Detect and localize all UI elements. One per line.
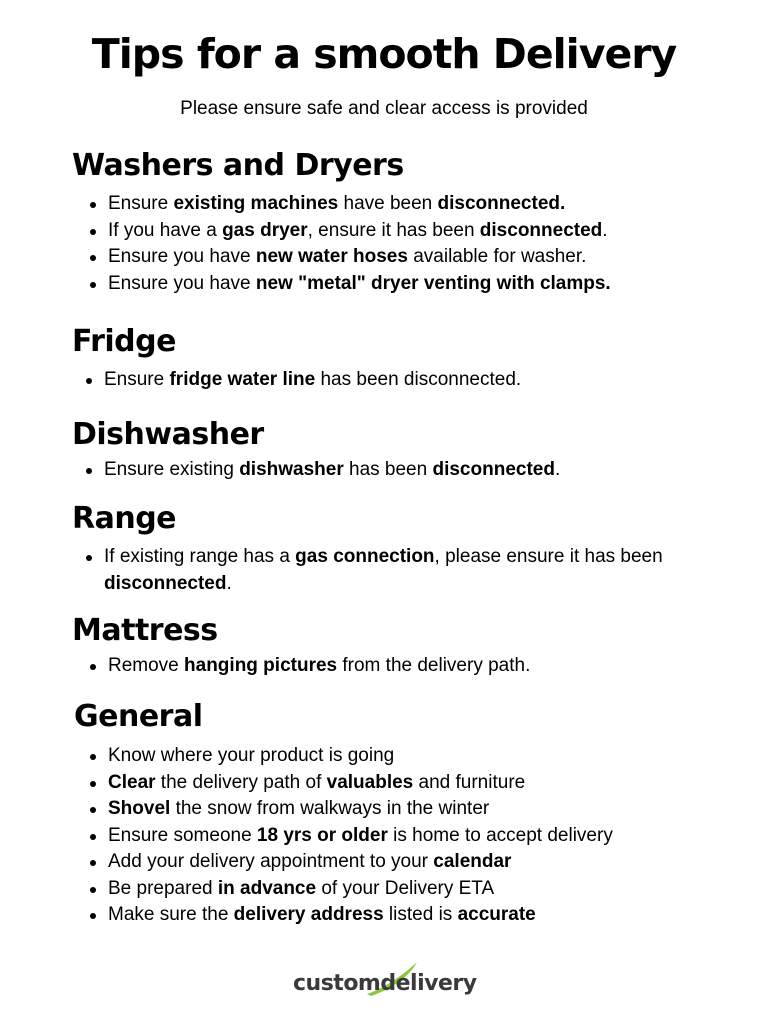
- emphasis-text: disconnected: [432, 459, 555, 480]
- item-text: , please ensure it has been: [434, 546, 663, 567]
- list-range: [86, 544, 666, 597]
- list-item: [86, 457, 686, 484]
- item-text: has been disconnected.: [315, 369, 522, 390]
- svg-text:customdelivery: [293, 971, 477, 996]
- item-text: is home to accept delivery: [387, 824, 613, 846]
- item-text: the snow from walkways in the winter: [170, 798, 490, 819]
- section-heading-dishwasher: Dishwasher: [72, 417, 264, 452]
- bullet-icon: [86, 555, 92, 561]
- bullet-icon: [90, 229, 96, 235]
- list-item: [86, 367, 686, 394]
- item-text: Ensure: [108, 193, 174, 214]
- list-item: [90, 653, 690, 680]
- item-text: has been: [343, 459, 433, 480]
- bullet-icon: [90, 807, 96, 813]
- item-text: Ensure: [104, 369, 170, 390]
- emphasis-text: valuables: [326, 771, 414, 793]
- emphasis-text: gas dryer: [222, 219, 308, 241]
- emphasis-text: calendar: [433, 851, 512, 872]
- list-item: [90, 218, 730, 245]
- bullet-icon: [86, 378, 92, 384]
- section-heading-mattress: Mattress: [72, 613, 218, 648]
- emphasis-text: new water hoses: [255, 246, 408, 267]
- bullet-icon: [90, 282, 96, 288]
- item-text: Be prepared: [108, 877, 218, 899]
- logo-text-delivery: delivery: [380, 971, 477, 996]
- custom-delivery-logo: [289, 958, 479, 1004]
- item-text: , ensure it has been: [307, 219, 480, 241]
- item-text: have been: [338, 193, 438, 214]
- brand-logo: [0, 958, 768, 1009]
- emphasis-text: Shovel: [108, 798, 171, 819]
- item-text: .: [602, 219, 608, 241]
- bullet-icon: [90, 860, 96, 866]
- list-washers-dryers: [90, 191, 730, 297]
- item-text: If existing range has a: [104, 546, 296, 567]
- emphasis-text: in advance: [217, 877, 317, 899]
- list-item: [90, 743, 730, 770]
- item-text: available for washer.: [407, 246, 587, 267]
- item-text: listed is: [383, 904, 458, 925]
- bullet-icon: [90, 781, 96, 787]
- emphasis-text: accurate: [457, 904, 536, 925]
- bullet-icon: [90, 255, 96, 261]
- section-heading-range: Range: [72, 501, 177, 536]
- section-heading-fridge: Fridge: [72, 324, 176, 359]
- list-item: [90, 271, 730, 298]
- section-heading-general: General: [74, 699, 203, 734]
- item-text: Add your delivery appointment to your: [108, 851, 434, 872]
- emphasis-text: hanging pictures: [184, 655, 338, 676]
- list-item: [90, 191, 730, 218]
- item-text: Ensure existing: [104, 459, 240, 480]
- list-item: [86, 544, 666, 597]
- item-text: Ensure you have: [108, 272, 256, 294]
- list-item: [90, 849, 730, 876]
- bullet-icon: [90, 754, 96, 760]
- item-text: and furniture: [413, 771, 526, 793]
- emphasis-text: existing machines: [173, 193, 339, 214]
- emphasis-text: disconnected: [479, 219, 603, 241]
- emphasis-text: 18 yrs or older: [256, 824, 388, 846]
- list-item: [90, 876, 730, 903]
- bullet-icon: [86, 468, 92, 474]
- emphasis-text: disconnected: [104, 572, 227, 594]
- item-text: Make sure the: [108, 904, 234, 925]
- item-text: Ensure someone: [108, 824, 257, 846]
- bullet-icon: [90, 834, 96, 840]
- item-text: .: [226, 572, 232, 594]
- logo-text-custom: custom: [293, 971, 381, 996]
- list-dishwasher: [86, 457, 686, 484]
- item-text: Know where your product is going: [108, 745, 395, 766]
- emphasis-text: fridge water line: [169, 369, 316, 390]
- item-text: of your Delivery ETA: [316, 877, 495, 899]
- item-text: Ensure you have: [108, 246, 256, 267]
- emphasis-text: gas connection: [295, 546, 435, 567]
- bullet-icon: [90, 887, 96, 893]
- emphasis-text: dishwasher: [239, 459, 344, 480]
- item-text: from the delivery path.: [337, 655, 531, 676]
- item-text: the delivery path of: [155, 771, 327, 793]
- section-heading-washers-dryers: Washers and Dryers: [72, 148, 404, 183]
- list-item: [90, 770, 730, 797]
- list-item: [90, 902, 730, 929]
- list-item: [90, 796, 730, 823]
- bullet-icon: [90, 913, 96, 919]
- emphasis-text: delivery address: [233, 904, 384, 925]
- item-text: If you have a: [108, 219, 223, 241]
- bullet-icon: [90, 664, 96, 670]
- list-fridge: [86, 367, 686, 394]
- list-item: [90, 823, 730, 850]
- page-title: Tips for a smooth Delivery: [91, 30, 677, 78]
- emphasis-text: Clear: [108, 771, 156, 793]
- emphasis-text: new "metal" dryer venting with clamps.: [255, 272, 611, 294]
- page-subtitle: Please ensure safe and clear access is provided: [180, 98, 588, 119]
- bullet-icon: [90, 202, 96, 208]
- item-text: .: [554, 459, 561, 480]
- item-text: Remove: [108, 655, 185, 676]
- list-general: [90, 743, 730, 929]
- list-item: [90, 244, 730, 271]
- list-mattress: [90, 653, 690, 680]
- emphasis-text: disconnected.: [437, 193, 566, 214]
